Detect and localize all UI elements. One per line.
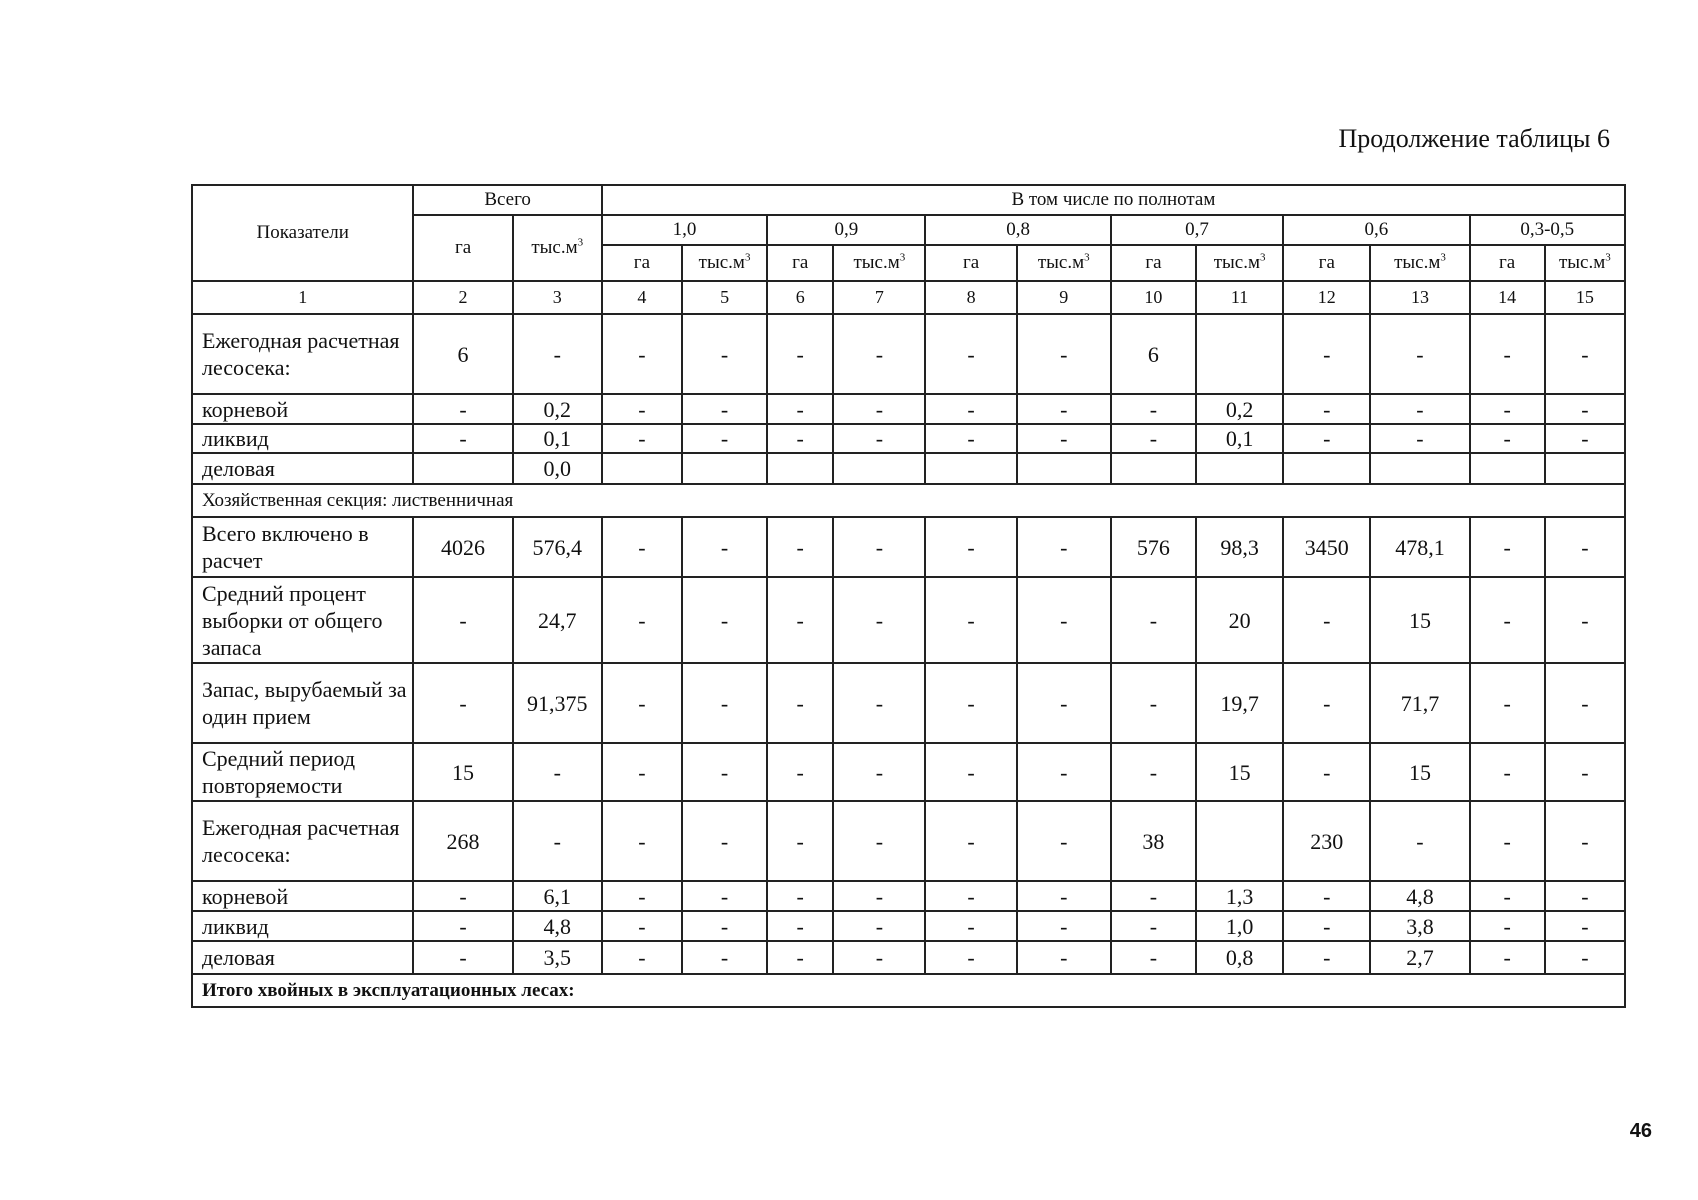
table-cell: - (1017, 881, 1111, 911)
column-number: 8 (925, 281, 1016, 314)
density-header: 0,6 (1283, 215, 1469, 245)
table-row (192, 577, 1625, 663)
table-row (192, 517, 1625, 577)
total-volume-header: $тыс.м^3$ (513, 215, 602, 281)
table-cell: - (833, 394, 925, 424)
table-cell: - (833, 801, 925, 881)
table-cell (1470, 453, 1545, 484)
column-number: 10 (1111, 281, 1196, 314)
table-cell: - (1283, 314, 1370, 394)
table-cell: 24,7 (513, 577, 602, 663)
table-cell: - (1283, 577, 1370, 663)
density-header: 0,8 (925, 215, 1110, 245)
table-cell: - (1470, 577, 1545, 663)
table-cell: - (767, 577, 833, 663)
table-cell: - (767, 941, 833, 974)
table-cell: - (1470, 424, 1545, 453)
table-cell: - (602, 314, 682, 394)
table-cell: - (767, 801, 833, 881)
table-cell: 0,2 (1196, 394, 1283, 424)
table-cell: - (682, 881, 767, 911)
table-cell (767, 453, 833, 484)
density-ha-header: га (767, 245, 833, 281)
table-cell: - (602, 941, 682, 974)
table-cell (925, 453, 1016, 484)
table-cell: 15 (1370, 577, 1469, 663)
column-number: 5 (682, 281, 767, 314)
row-label: деловая (192, 453, 413, 484)
table-cell: - (682, 314, 767, 394)
table-cell: - (1545, 314, 1625, 394)
column-number: 2 (413, 281, 512, 314)
table-cell: - (767, 743, 833, 801)
table-cell: - (413, 941, 512, 974)
table-cell: - (682, 577, 767, 663)
table-row (192, 453, 1625, 484)
table-cell: - (833, 314, 925, 394)
table-cell: - (833, 577, 925, 663)
table-cell: - (1111, 577, 1196, 663)
table-cell: - (925, 314, 1016, 394)
column-number: 7 (833, 281, 925, 314)
table-cell: - (833, 911, 925, 941)
density-ha-header: га (602, 245, 682, 281)
column-number: 3 (513, 281, 602, 314)
table-cell: - (833, 941, 925, 974)
table-cell: - (1283, 394, 1370, 424)
table-cell: - (602, 801, 682, 881)
table-cell: - (1111, 394, 1196, 424)
density-header: 0,9 (767, 215, 925, 245)
table-row (192, 394, 1625, 424)
table-cell: - (602, 911, 682, 941)
table-cell: 4026 (413, 517, 512, 577)
table-cell: - (682, 394, 767, 424)
density-volume-header: $тыс.м^3$ (1545, 245, 1625, 281)
table-cell: - (767, 394, 833, 424)
table-cell: 0,1 (513, 424, 602, 453)
table-cell: 0,8 (1196, 941, 1283, 974)
table-cell: 71,7 (1370, 663, 1469, 743)
table-cell: - (1283, 941, 1370, 974)
table-cell: 15 (413, 743, 512, 801)
table-cell: 20 (1196, 577, 1283, 663)
table-cell: - (925, 743, 1016, 801)
table-cell: - (833, 663, 925, 743)
table-cell: 268 (413, 801, 512, 881)
table-cell: 1,3 (1196, 881, 1283, 911)
table-cell: 3,5 (513, 941, 602, 974)
table-cell: - (513, 743, 602, 801)
table-cell: - (1545, 941, 1625, 974)
table-cell: - (602, 881, 682, 911)
table-cell: 6 (413, 314, 512, 394)
density-volume-header: $тыс.м^3$ (1370, 245, 1469, 281)
table-cell: - (925, 517, 1016, 577)
table-cell: 4,8 (513, 911, 602, 941)
column-number: 15 (1545, 281, 1625, 314)
table-cell: 2,7 (1370, 941, 1469, 974)
table-cell: - (602, 394, 682, 424)
density-header: 0,3-0,5 (1470, 215, 1625, 245)
summary-heading-row (192, 974, 1625, 1007)
row-label: Средний процент выборки от общего запаса (192, 577, 413, 663)
table-cell: - (833, 424, 925, 453)
table-cell: - (1470, 314, 1545, 394)
table-cell: - (682, 801, 767, 881)
table-cell: 4,8 (1370, 881, 1469, 911)
table-cell (1370, 453, 1469, 484)
table-cell: - (682, 663, 767, 743)
table-cell: - (682, 743, 767, 801)
table-cell: - (1545, 743, 1625, 801)
table-cell: - (1111, 663, 1196, 743)
table-cell: - (1470, 801, 1545, 881)
row-label: Ежегодная расчетная лесосека: (192, 801, 413, 881)
table-cell: - (833, 881, 925, 911)
table-cell: - (767, 911, 833, 941)
row-label: корневой (192, 394, 413, 424)
table-cell: - (833, 517, 925, 577)
total-ha-header: га (413, 215, 512, 281)
forest-table (191, 184, 1626, 1008)
table-cell: 19,7 (1196, 663, 1283, 743)
table-cell: - (1470, 663, 1545, 743)
table-cell: - (1545, 801, 1625, 881)
density-volume-header: $тыс.м^3$ (1017, 245, 1111, 281)
table-row (192, 743, 1625, 801)
section-heading: Хозяйственная секция: лиственничная (192, 484, 1625, 517)
table-cell: 478,1 (1370, 517, 1469, 577)
table-cell: - (413, 663, 512, 743)
table-cell: - (833, 743, 925, 801)
table-cell: - (1545, 663, 1625, 743)
row-label: Средний период повторяемости (192, 743, 413, 801)
column-numbers-row (192, 281, 1625, 314)
table-cell: - (925, 424, 1016, 453)
table-cell (1111, 453, 1196, 484)
table-cell (1545, 453, 1625, 484)
column-number: 1 (192, 281, 413, 314)
row-label: Запас, вырубаемый за один прием (192, 663, 413, 743)
table-cell: - (767, 517, 833, 577)
table-cell: - (1370, 801, 1469, 881)
table-cell: - (1470, 743, 1545, 801)
column-number: 4 (602, 281, 682, 314)
indicators-header: Показатели (192, 185, 413, 281)
table-cell: - (1470, 517, 1545, 577)
table-cell: - (513, 314, 602, 394)
table-cell: - (1545, 881, 1625, 911)
table-row (192, 801, 1625, 881)
table-cell (1283, 453, 1370, 484)
table-cell: 576,4 (513, 517, 602, 577)
table-cell: 6 (1111, 314, 1196, 394)
density-ha-header: га (1283, 245, 1370, 281)
table-cell: - (602, 577, 682, 663)
table-cell: 230 (1283, 801, 1370, 881)
table-cell: - (1111, 941, 1196, 974)
density-header: 1,0 (602, 215, 767, 245)
table-cell: 15 (1370, 743, 1469, 801)
table-cell: - (1017, 394, 1111, 424)
table-cell: - (413, 881, 512, 911)
table-cell: - (1545, 911, 1625, 941)
table-cell (1196, 453, 1283, 484)
row-label: корневой (192, 881, 413, 911)
table-cell: - (1545, 577, 1625, 663)
table-cell: - (767, 424, 833, 453)
table-cell (833, 453, 925, 484)
table-cell: 15 (1196, 743, 1283, 801)
table-cell: - (513, 801, 602, 881)
page-number: 46 (1629, 1120, 1652, 1142)
table-cell: 38 (1111, 801, 1196, 881)
table-cell: - (1017, 577, 1111, 663)
table-cell: - (925, 801, 1016, 881)
table-cell: 98,3 (1196, 517, 1283, 577)
table-cell (413, 453, 512, 484)
table-row (192, 663, 1625, 743)
table-cell: - (1111, 911, 1196, 941)
table-cell: - (767, 663, 833, 743)
table-cell: - (1283, 911, 1370, 941)
table-cell: - (1111, 424, 1196, 453)
table-cell: - (1545, 394, 1625, 424)
table-row (192, 314, 1625, 394)
table-cell (1017, 453, 1111, 484)
table-cell: - (1470, 911, 1545, 941)
table-cell: - (682, 941, 767, 974)
table-cell: - (1017, 743, 1111, 801)
table-cell: - (1545, 424, 1625, 453)
density-volume-header: $тыс.м^3$ (1196, 245, 1283, 281)
table-cell (1196, 314, 1283, 394)
table-cell: - (1017, 941, 1111, 974)
table-cell: 576 (1111, 517, 1196, 577)
table-continuation-title: Продолжение таблицы 6 (1338, 124, 1610, 153)
table-cell: - (602, 663, 682, 743)
table-cell: 0,0 (513, 453, 602, 484)
table-cell (1196, 801, 1283, 881)
table-cell: - (925, 394, 1016, 424)
density-volume-header: $тыс.м^3$ (833, 245, 925, 281)
table-cell: - (602, 424, 682, 453)
table-cell: - (1370, 314, 1469, 394)
density-ha-header: га (925, 245, 1016, 281)
table-cell: - (1283, 743, 1370, 801)
table-cell: - (682, 424, 767, 453)
row-label: Всего включено в расчет (192, 517, 413, 577)
table-cell: - (925, 911, 1016, 941)
column-number: 13 (1370, 281, 1469, 314)
table-cell: - (1370, 424, 1469, 453)
table-cell: - (1017, 314, 1111, 394)
table-cell: 1,0 (1196, 911, 1283, 941)
total-header: Всего (413, 185, 601, 215)
table-cell: - (1017, 517, 1111, 577)
table-cell: - (1111, 881, 1196, 911)
table-cell: - (925, 941, 1016, 974)
summary-heading: Итого хвойных в эксплуатационных лесах: (192, 974, 1625, 1007)
table-cell: - (413, 424, 512, 453)
table-cell: - (413, 577, 512, 663)
table-row (192, 911, 1625, 941)
data-table (191, 184, 1626, 1008)
table-cell: - (1017, 663, 1111, 743)
table-cell: - (1111, 743, 1196, 801)
table-cell: 0,1 (1196, 424, 1283, 453)
table-cell: - (1283, 881, 1370, 911)
column-number: 6 (767, 281, 833, 314)
row-label: ликвид (192, 911, 413, 941)
density-ha-header: га (1470, 245, 1545, 281)
column-number: 11 (1196, 281, 1283, 314)
table-cell: 3,8 (1370, 911, 1469, 941)
table-cell: - (602, 743, 682, 801)
table-cell: - (602, 517, 682, 577)
table-cell: - (925, 881, 1016, 911)
table-cell: 3450 (1283, 517, 1370, 577)
table-cell: - (413, 394, 512, 424)
table-cell: - (1017, 801, 1111, 881)
by-density-header: В том числе по полнотам (602, 185, 1625, 215)
table-cell: - (767, 881, 833, 911)
row-label: ликвид (192, 424, 413, 453)
density-volume-header: $тыс.м^3$ (682, 245, 767, 281)
table-cell: - (1017, 911, 1111, 941)
row-label: Ежегодная расчетная лесосека: (192, 314, 413, 394)
header-row-1 (192, 185, 1625, 215)
table-cell: - (925, 577, 1016, 663)
table-cell: - (1470, 881, 1545, 911)
table-row (192, 941, 1625, 974)
column-number: 14 (1470, 281, 1545, 314)
table-cell: - (682, 517, 767, 577)
table-cell: 0,2 (513, 394, 602, 424)
density-ha-header: га (1111, 245, 1196, 281)
table-row (192, 881, 1625, 911)
column-number: 12 (1283, 281, 1370, 314)
table-cell: - (1370, 394, 1469, 424)
density-header: 0,7 (1111, 215, 1283, 245)
row-label: деловая (192, 941, 413, 974)
table-cell: - (1470, 941, 1545, 974)
table-cell: - (1283, 424, 1370, 453)
column-number: 9 (1017, 281, 1111, 314)
table-cell: - (925, 663, 1016, 743)
table-cell: - (1017, 424, 1111, 453)
section-heading-row (192, 484, 1625, 517)
table-cell: - (682, 911, 767, 941)
table-cell: 91,375 (513, 663, 602, 743)
table-cell: - (1545, 517, 1625, 577)
table-cell: - (1470, 394, 1545, 424)
table-cell (602, 453, 682, 484)
table-cell: - (413, 911, 512, 941)
table-cell: 6,1 (513, 881, 602, 911)
table-row (192, 424, 1625, 453)
table-cell: - (767, 314, 833, 394)
table-cell: - (1283, 663, 1370, 743)
table-cell (682, 453, 767, 484)
